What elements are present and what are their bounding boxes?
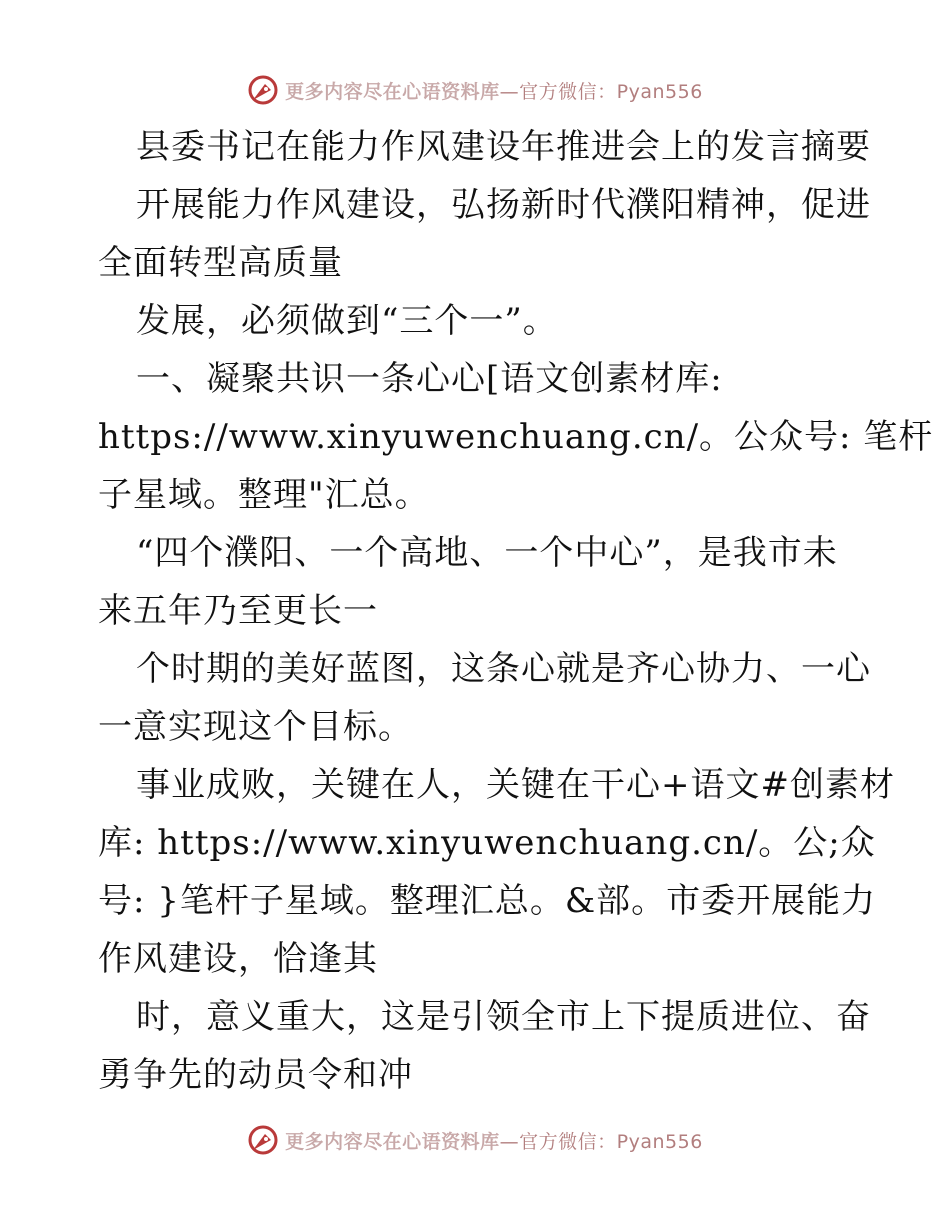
body-line: 县委书记在能力作风建设年推进会上的发言摘要 [136, 127, 871, 167]
header-banner [0, 70, 950, 110]
pen-nib-logo-icon [247, 1124, 279, 1156]
body-line: 开展能力作风建设，弘扬新时代濮阳精神，促进 [136, 185, 871, 225]
body-line: 一、凝聚共识一条心心[语文创素材库: [136, 359, 723, 399]
body-line: 库: https://www.xinyuwenchuang.cn/。公;众 [98, 823, 876, 863]
body-line: https://www.xinyuwenchuang.cn/。公众号: 笔杆 [98, 417, 934, 457]
banner-text-main: 更多内容尽在心语资料库 [285, 80, 500, 103]
footer-banner [0, 1120, 950, 1160]
body-line: 一意实现这个目标。 [98, 707, 413, 747]
body-line: “四个濮阳、一个高地、一个中心”，是我市未 [136, 533, 838, 573]
banner-text-main: 更多内容尽在心语资料库 [285, 1130, 500, 1153]
banner-text-separator: — [499, 80, 520, 103]
body-line: 时，意义重大，这是引领全市上下提质进位、奋 [136, 997, 871, 1037]
document-body [98, 118, 934, 1104]
body-line: 勇争先的动员令和冲 [98, 1055, 413, 1095]
body-line: 作风建设，恰逢其 [98, 939, 378, 979]
body-line: 个时期的美好蓝图，这条心就是齐心协力、一心 [136, 649, 871, 689]
body-line: 号: }笔杆子星域。整理汇总。&部。市委开展能力 [98, 881, 877, 921]
body-line: 发展，必须做到“三个一”。 [136, 301, 558, 341]
body-line: 事业成败，关键在人，关键在干心+语文#创素材 [136, 765, 895, 805]
body-line: 子星域。整理"汇总。 [98, 475, 430, 515]
banner-text-tail: 官方微信：Pyan556 [519, 1130, 703, 1153]
banner-text [285, 77, 703, 104]
body-line: 全面转型高质量 [98, 243, 343, 283]
body-line: 来五年乃至更长一 [98, 591, 378, 631]
pen-nib-logo-icon [247, 74, 279, 106]
banner-text [285, 1127, 703, 1154]
banner-text-separator: — [499, 1130, 520, 1153]
banner-text-tail: 官方微信：Pyan556 [519, 80, 703, 103]
